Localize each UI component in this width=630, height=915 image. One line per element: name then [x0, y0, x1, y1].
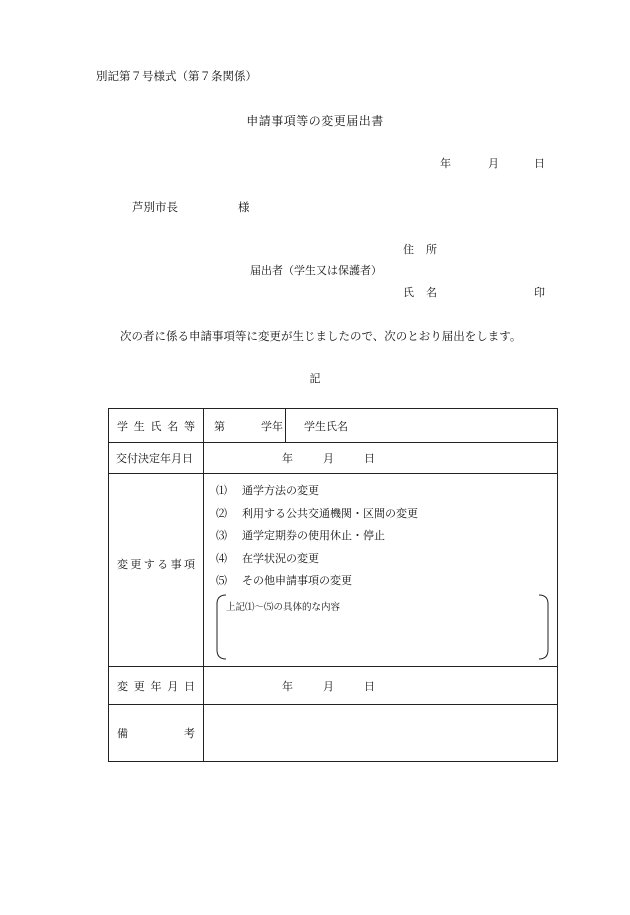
- item-text: その他申請事項の変更: [242, 574, 352, 587]
- address-char: 所: [426, 243, 437, 256]
- seal-mark: 印: [534, 286, 545, 299]
- issue-date-label: 交付決定年月日: [116, 452, 193, 465]
- label-char: 日: [184, 679, 195, 693]
- label-char: 学: [117, 419, 128, 433]
- table-row: [109, 474, 558, 667]
- label-char: す: [143, 558, 155, 571]
- ki-heading: 記: [309, 372, 321, 385]
- grade-prefix: 第: [214, 419, 225, 433]
- date-day: 日: [364, 452, 375, 465]
- addressee-name: 芦別市長: [132, 200, 178, 214]
- list-item[interactable]: [216, 548, 418, 571]
- addressee: [132, 199, 250, 215]
- label-char: 項: [183, 558, 195, 571]
- label-char: 変: [117, 679, 128, 693]
- form-number-label: 別記第７号様式（第７条関係）: [96, 69, 257, 83]
- list-item[interactable]: [216, 570, 418, 593]
- date-year: 年: [282, 679, 293, 693]
- address-char: 住: [403, 243, 414, 256]
- date-year: 年: [440, 157, 451, 170]
- label-char: 月: [167, 679, 179, 693]
- item-number: ⑴: [216, 484, 227, 497]
- label-char: 氏: [150, 419, 162, 433]
- remarks-label-cell: [109, 705, 204, 762]
- label-char: 年: [150, 679, 162, 693]
- label-char: 更: [133, 679, 145, 693]
- student-name-label: 学生氏名: [304, 419, 348, 433]
- list-item[interactable]: [216, 503, 418, 526]
- list-item[interactable]: [216, 525, 418, 548]
- document-title: 申請事項等の変更届出書: [246, 114, 384, 128]
- date-month: 月: [488, 157, 499, 170]
- table-row: [109, 667, 558, 705]
- intro-text: 次の者に係る申請事項等に変更が生じましたので、次のとおり届出をします。: [120, 329, 522, 343]
- item-text: 在学状況の変更: [242, 551, 319, 565]
- issue-date-field[interactable]: [204, 443, 558, 474]
- grade-suffix: 学年: [261, 419, 283, 433]
- date-year: 年: [282, 452, 293, 465]
- address-label: [403, 241, 437, 257]
- label-char: 名: [167, 419, 179, 433]
- item-number: ⑷: [216, 551, 227, 565]
- submitter-label: 届出者（学生又は保護者）: [250, 264, 382, 277]
- date-day: 日: [534, 157, 545, 170]
- label-char: 生: [133, 419, 145, 433]
- addressee-honorific: 様: [238, 200, 250, 214]
- student-label-cell: [109, 409, 204, 443]
- name-char: 氏: [403, 286, 414, 299]
- change-items-cell: [204, 474, 558, 667]
- record-table: [108, 408, 558, 762]
- table-row: [109, 705, 558, 762]
- label-char: 事: [170, 558, 182, 571]
- label-char: 備: [117, 727, 128, 740]
- date-day: 日: [364, 679, 375, 693]
- change-date-field[interactable]: [204, 667, 558, 705]
- change-items-list: [216, 480, 418, 593]
- label-char: 変: [117, 558, 128, 571]
- item-number: ⑵: [216, 506, 227, 520]
- grade-field[interactable]: [204, 409, 286, 442]
- label-char: る: [157, 558, 169, 571]
- label-char: 等: [184, 419, 195, 433]
- student-value-cell: [204, 409, 558, 443]
- item-number: ⑶: [216, 529, 227, 542]
- details-input-area[interactable]: [216, 594, 549, 660]
- item-text: 通学定期券の使用休止・停止: [242, 529, 385, 542]
- remarks-field[interactable]: [204, 705, 558, 762]
- date-month: 月: [323, 679, 334, 693]
- change-items-label-cell: [109, 474, 204, 667]
- item-text: 利用する公共交通機関・区間の変更: [242, 506, 418, 520]
- label-char: 考: [184, 727, 195, 740]
- item-text: 通学方法の変更: [242, 484, 319, 497]
- name-char: 名: [426, 286, 437, 299]
- table-row: [109, 443, 558, 474]
- name-label: [403, 284, 437, 300]
- details-note: 上記⑴～⑸の具体的な内容: [226, 602, 341, 613]
- issue-date-label-cell: [109, 443, 204, 474]
- list-item[interactable]: [216, 480, 418, 503]
- label-char: 更: [130, 558, 142, 571]
- submission-date: [440, 155, 545, 171]
- change-date-label-cell: [109, 667, 204, 705]
- table-row: [109, 409, 558, 443]
- item-number: ⑸: [216, 574, 227, 587]
- date-month: 月: [323, 452, 334, 465]
